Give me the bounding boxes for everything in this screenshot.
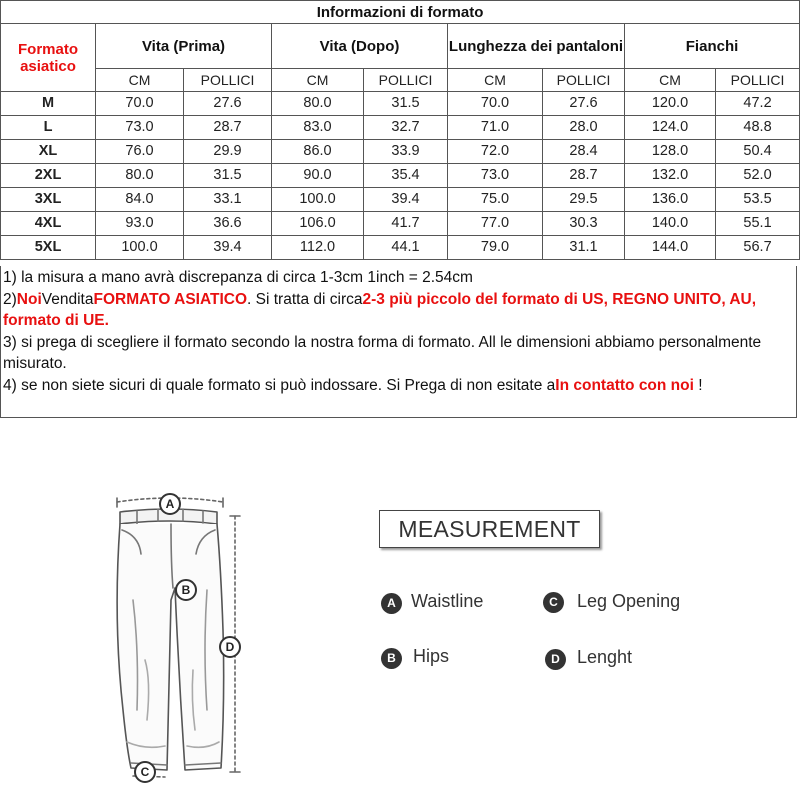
value-cell: 32.7 <box>364 116 448 140</box>
value-cell: 27.6 <box>184 92 272 116</box>
legend-marker-a: A <box>381 593 402 614</box>
value-cell: 29.5 <box>543 188 625 212</box>
value-cell: 106.0 <box>272 212 364 236</box>
value-cell: 100.0 <box>272 188 364 212</box>
size-cell: 2XL <box>1 164 96 188</box>
value-cell: 77.0 <box>448 212 543 236</box>
value-cell: 28.0 <box>543 116 625 140</box>
note-3: 3) si prega di scegliere il formato secondo la nostra forma di formato. All le dimensioni abbiamo personalmente misurato. <box>3 333 762 372</box>
value-cell: 39.4 <box>364 188 448 212</box>
unit-header: POLLICI <box>184 69 272 92</box>
value-cell: 70.0 <box>96 92 184 116</box>
notes-section <box>0 266 797 418</box>
value-cell: 140.0 <box>625 212 716 236</box>
size-cell: 3XL <box>1 188 96 212</box>
note-2-text: Vendita <box>41 290 94 308</box>
value-cell: 31.5 <box>364 92 448 116</box>
diagram-label-a: A <box>159 493 181 515</box>
value-cell: 27.6 <box>543 92 625 116</box>
value-cell: 144.0 <box>625 236 716 260</box>
value-cell: 80.0 <box>272 92 364 116</box>
value-cell: 136.0 <box>625 188 716 212</box>
legend-marker-b: B <box>381 648 402 669</box>
value-cell: 55.1 <box>716 212 800 236</box>
note-2-red-text: Noi <box>16 290 42 308</box>
value-cell: 124.0 <box>625 116 716 140</box>
value-cell: 41.7 <box>364 212 448 236</box>
value-cell: 28.7 <box>543 164 625 188</box>
pants-diagram <box>95 480 265 810</box>
value-cell: 72.0 <box>448 140 543 164</box>
value-cell: 75.0 <box>448 188 543 212</box>
unit-header: CM <box>448 69 543 92</box>
asian-size-header: Formato asiatico <box>1 24 96 92</box>
unit-header: CM <box>625 69 716 92</box>
value-cell: 33.1 <box>184 188 272 212</box>
table-row <box>1 164 800 188</box>
note-4-end: ! <box>693 376 703 394</box>
value-cell: 35.4 <box>364 164 448 188</box>
value-cell: 71.0 <box>448 116 543 140</box>
column-header-hips: Fianchi <box>625 24 800 69</box>
table-title: Informazioni di formato <box>1 1 800 24</box>
size-cell: 4XL <box>1 212 96 236</box>
size-cell: M <box>1 92 96 116</box>
value-cell: 28.7 <box>184 116 272 140</box>
legend-label-leg-opening: Leg Opening <box>577 591 681 611</box>
value-cell: 79.0 <box>448 236 543 260</box>
unit-header: CM <box>96 69 184 92</box>
value-cell: 29.9 <box>184 140 272 164</box>
value-cell: 100.0 <box>96 236 184 260</box>
value-cell: 50.4 <box>716 140 800 164</box>
column-header-waist-before: Vita (Prima) <box>96 24 272 69</box>
value-cell: 48.8 <box>716 116 800 140</box>
column-header-waist-after: Vita (Dopo) <box>272 24 448 69</box>
legend-marker-d: D <box>545 649 566 670</box>
legend-label-waistline: Waistline <box>411 591 484 611</box>
note-2-red-text: FORMATO ASIATICO <box>93 290 248 308</box>
value-cell: 44.1 <box>364 236 448 260</box>
size-cell: 5XL <box>1 236 96 260</box>
value-cell: 28.4 <box>543 140 625 164</box>
legend-label-length: Lenght <box>577 647 633 667</box>
value-cell: 83.0 <box>272 116 364 140</box>
value-cell: 31.5 <box>184 164 272 188</box>
value-cell: 93.0 <box>96 212 184 236</box>
table-row <box>1 116 800 140</box>
value-cell: 73.0 <box>448 164 543 188</box>
size-chart-table <box>0 0 800 260</box>
unit-header: POLLICI <box>716 69 800 92</box>
value-cell: 53.5 <box>716 188 800 212</box>
value-cell: 70.0 <box>448 92 543 116</box>
note-2-red-text: 2-3 più piccolo del formato di US, REGNO UNITO, AU, formato di UE. <box>3 290 757 329</box>
table-row <box>1 236 800 260</box>
unit-header: POLLICI <box>543 69 625 92</box>
size-cell: L <box>1 116 96 140</box>
diagram-label-c: C <box>134 761 156 783</box>
note-1: 1) la misura a mano avrà discrepanza di circa 1-3cm 1inch = 2.54cm <box>3 269 473 286</box>
note-2-prefix: 2) <box>3 290 17 308</box>
table-row <box>1 212 800 236</box>
note-2 <box>3 289 794 332</box>
note-4-text: 4) se non siete sicuri di quale formato si può indossare. Si Prega di non esitate a <box>3 376 556 394</box>
value-cell: 56.7 <box>716 236 800 260</box>
table-body <box>1 92 800 260</box>
unit-header: POLLICI <box>364 69 448 92</box>
value-cell: 86.0 <box>272 140 364 164</box>
note-4 <box>3 375 794 397</box>
value-cell: 47.2 <box>716 92 800 116</box>
table-row <box>1 92 800 116</box>
value-cell: 80.0 <box>96 164 184 188</box>
note-2-text: . Si tratta di circa <box>247 290 363 308</box>
column-header-pants-length: Lunghezza dei pantaloni <box>448 24 625 69</box>
size-cell: XL <box>1 140 96 164</box>
diagram-label-d: D <box>219 636 241 658</box>
value-cell: 120.0 <box>625 92 716 116</box>
value-cell: 128.0 <box>625 140 716 164</box>
value-cell: 36.6 <box>184 212 272 236</box>
value-cell: 52.0 <box>716 164 800 188</box>
diagram-label-b: B <box>175 579 197 601</box>
value-cell: 132.0 <box>625 164 716 188</box>
table-row <box>1 140 800 164</box>
note-4-contact-text: In contatto con noi <box>555 376 694 394</box>
table-row <box>1 188 800 212</box>
unit-header: CM <box>272 69 364 92</box>
value-cell: 90.0 <box>272 164 364 188</box>
value-cell: 84.0 <box>96 188 184 212</box>
measurement-title: MEASUREMENT <box>379 510 600 548</box>
value-cell: 76.0 <box>96 140 184 164</box>
legend-marker-c: C <box>543 592 564 613</box>
value-cell: 31.1 <box>543 236 625 260</box>
legend-label-hips: Hips <box>413 646 450 666</box>
value-cell: 39.4 <box>184 236 272 260</box>
value-cell: 33.9 <box>364 140 448 164</box>
value-cell: 73.0 <box>96 116 184 140</box>
value-cell: 30.3 <box>543 212 625 236</box>
value-cell: 112.0 <box>272 236 364 260</box>
